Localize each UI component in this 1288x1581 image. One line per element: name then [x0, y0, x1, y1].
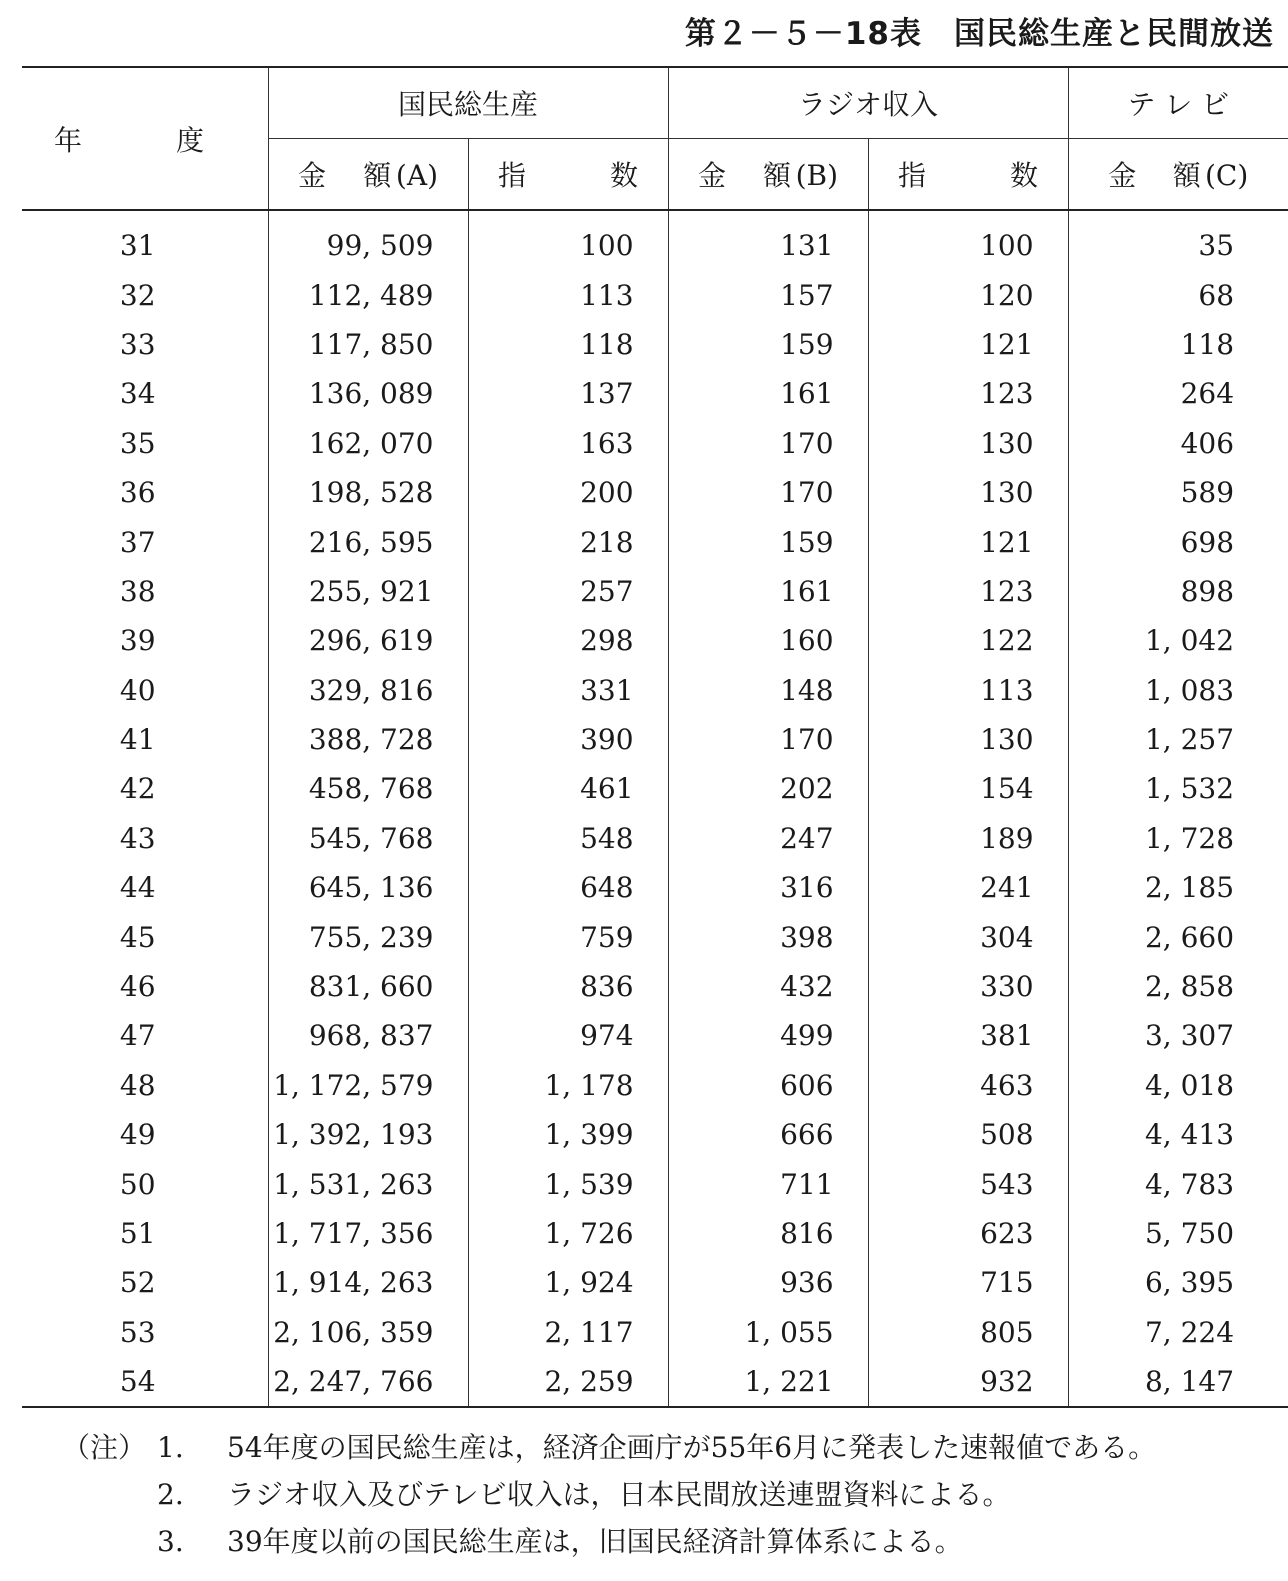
gnp-amount-cell: 255, 921 [268, 567, 468, 616]
note-number: 1. [157, 1431, 184, 1464]
radio-index-header: 指 数 [868, 139, 1068, 211]
note-item [62, 1424, 1156, 1471]
table-row [22, 814, 1288, 863]
note-number: 2. [157, 1478, 184, 1511]
tv-amount-cell: 698 [1068, 517, 1288, 566]
year-cell: 37 [119, 525, 156, 559]
note-text: 54年度の国民総生産は，経済企画庁が55年6月に発表した速報値である。 [227, 1431, 1157, 1464]
year-cell: 34 [119, 377, 156, 411]
radio-amount-cell: 161 [668, 369, 868, 418]
year-cell: 46 [119, 970, 156, 1004]
radio-index-cell: 189 [868, 814, 1068, 863]
radio-amount-cell: 316 [668, 863, 868, 912]
year-header: 年 度 [54, 123, 204, 157]
radio-amount-cell: 1, 055 [668, 1308, 868, 1357]
year-cell: 36 [119, 476, 156, 510]
radio-index-cell: 122 [868, 616, 1068, 665]
radio-amount-cell: 170 [668, 715, 868, 764]
tv-amount-cell: 6, 395 [1068, 1258, 1288, 1307]
gnp-amount-cell: 458, 768 [268, 764, 468, 813]
gnp-amount-header: 金 額(A) [268, 139, 468, 211]
gnp-index-cell: 548 [468, 814, 668, 863]
table-row [22, 419, 1288, 468]
note-text: ラジオ収入及びテレビ収入は，日本民間放送連盟資料による。 [227, 1478, 1011, 1511]
radio-amount-cell: 432 [668, 962, 868, 1011]
table-title: 第２－５－18表 国民総生産と民間放送 [684, 16, 1274, 52]
tv-amount-cell: 898 [1068, 567, 1288, 616]
table-row [22, 1110, 1288, 1159]
gnp-index-cell: 1, 399 [468, 1110, 668, 1159]
tv-amount-cell: 1, 532 [1068, 764, 1288, 813]
table-row [22, 1308, 1288, 1357]
gnp-index-cell: 461 [468, 764, 668, 813]
radio-amount-cell: 606 [668, 1061, 868, 1110]
table-row [22, 715, 1288, 764]
gnp-amount-cell: 755, 239 [268, 912, 468, 961]
gnp-index-cell: 1, 726 [468, 1209, 668, 1258]
radio-amount-cell: 159 [668, 320, 868, 369]
gnp-index-cell: 118 [468, 320, 668, 369]
year-cell: 51 [119, 1217, 156, 1250]
tv-amount-cell: 4, 413 [1068, 1110, 1288, 1159]
gnp-index-cell: 1, 539 [468, 1159, 668, 1208]
year-cell: 45 [119, 920, 156, 954]
radio-index-cell: 121 [868, 517, 1068, 566]
gnp-amount-cell: 198, 528 [268, 468, 468, 517]
gnp-amount-cell: 545, 768 [268, 814, 468, 863]
year-cell: 49 [119, 1118, 156, 1152]
gnp-index-cell: 836 [468, 962, 668, 1011]
tv-amount-cell: 2, 858 [1068, 962, 1288, 1011]
radio-index-cell: 623 [868, 1209, 1068, 1258]
gnp-amount-cell: 1, 914, 263 [268, 1258, 468, 1307]
gnp-amount-cell: 968, 837 [268, 1011, 468, 1060]
tv-amount-cell: 2, 185 [1068, 863, 1288, 912]
gnp-index-cell: 759 [468, 912, 668, 961]
gnp-index-cell: 137 [468, 369, 668, 418]
gnp-amount-cell: 1, 531, 263 [268, 1159, 468, 1208]
radio-amount-cell: 499 [668, 1011, 868, 1060]
table-row [22, 764, 1288, 813]
year-cell: 38 [119, 574, 156, 608]
gnp-amount-cell: 296, 619 [268, 616, 468, 665]
note-number: 3. [157, 1525, 184, 1558]
radio-index-cell: 543 [868, 1159, 1068, 1208]
tv-amount-cell: 1, 083 [1068, 666, 1288, 715]
radio-index-cell: 715 [868, 1258, 1068, 1307]
table-row [22, 1159, 1288, 1208]
radio-amount-cell: 131 [668, 210, 868, 270]
table-row [22, 863, 1288, 912]
radio-group-header: ラジオ収入 [668, 67, 1068, 139]
radio-index-cell: 330 [868, 962, 1068, 1011]
radio-amount-cell: 170 [668, 419, 868, 468]
year-cell: 33 [119, 327, 156, 361]
table-row [22, 1357, 1288, 1407]
gnp-amount-cell: 112, 489 [268, 270, 468, 319]
gnp-amount-cell: 1, 392, 193 [268, 1110, 468, 1159]
note-text: 39年度以前の国民総生産は，旧国民経済計算体系による。 [227, 1525, 963, 1558]
table-row [22, 210, 1288, 270]
gnp-amount-cell: 388, 728 [268, 715, 468, 764]
tv-amount-cell: 3, 307 [1068, 1011, 1288, 1060]
radio-amount-cell: 816 [668, 1209, 868, 1258]
year-cell: 31 [119, 229, 156, 263]
radio-amount-cell: 1, 221 [668, 1357, 868, 1407]
tv-amount-cell: 1, 728 [1068, 814, 1288, 863]
table-row [22, 270, 1288, 319]
radio-amount-cell: 157 [668, 270, 868, 319]
radio-index-cell: 130 [868, 715, 1068, 764]
radio-amount-cell: 160 [668, 616, 868, 665]
gnp-index-cell: 113 [468, 270, 668, 319]
tv-amount-cell: 589 [1068, 468, 1288, 517]
note-item [62, 1518, 1156, 1565]
gnp-amount-cell: 136, 089 [268, 369, 468, 418]
year-cell: 35 [119, 426, 156, 460]
radio-amount-header: 金 額(B) [668, 139, 868, 211]
tv-amount-cell: 406 [1068, 419, 1288, 468]
tv-amount-cell: 118 [1068, 320, 1288, 369]
radio-index-cell: 463 [868, 1061, 1068, 1110]
tv-amount-cell: 4, 018 [1068, 1061, 1288, 1110]
radio-amount-cell: 711 [668, 1159, 868, 1208]
gnp-index-cell: 163 [468, 419, 668, 468]
tv-amount-cell: 264 [1068, 369, 1288, 418]
gnp-broadcast-table [22, 66, 1288, 1408]
gnp-amount-cell: 2, 247, 766 [268, 1357, 468, 1407]
table-row [22, 962, 1288, 1011]
radio-amount-cell: 936 [668, 1258, 868, 1307]
tv-amount-header: 金 額(C) [1068, 139, 1288, 211]
tv-amount-cell: 68 [1068, 270, 1288, 319]
gnp-index-cell: 390 [468, 715, 668, 764]
radio-index-cell: 241 [868, 863, 1068, 912]
year-cell: 43 [119, 821, 156, 855]
table-row [22, 616, 1288, 665]
tv-amount-cell: 35 [1068, 210, 1288, 270]
year-cell: 53 [119, 1315, 156, 1349]
tv-amount-cell: 7, 224 [1068, 1308, 1288, 1357]
year-cell: 52 [119, 1266, 156, 1300]
gnp-index-cell: 331 [468, 666, 668, 715]
year-cell: 40 [119, 673, 156, 707]
gnp-index-header: 指 数 [468, 139, 668, 211]
year-cell: 42 [119, 772, 156, 806]
year-cell: 32 [119, 278, 156, 312]
gnp-amount-cell: 329, 816 [268, 666, 468, 715]
gnp-amount-cell: 645, 136 [268, 863, 468, 912]
gnp-index-cell: 218 [468, 517, 668, 566]
gnp-index-cell: 200 [468, 468, 668, 517]
radio-amount-cell: 247 [668, 814, 868, 863]
year-cell: 47 [119, 1019, 156, 1053]
table-row [22, 1258, 1288, 1307]
table-row [22, 1011, 1288, 1060]
year-cell: 44 [119, 871, 156, 905]
tv-amount-cell: 1, 042 [1068, 616, 1288, 665]
gnp-index-cell: 974 [468, 1011, 668, 1060]
year-cell: 50 [119, 1167, 156, 1201]
tv-amount-cell: 4, 783 [1068, 1159, 1288, 1208]
radio-amount-cell: 161 [668, 567, 868, 616]
radio-index-cell: 304 [868, 912, 1068, 961]
radio-index-cell: 130 [868, 468, 1068, 517]
gnp-index-cell: 2, 117 [468, 1308, 668, 1357]
radio-amount-cell: 666 [668, 1110, 868, 1159]
gnp-index-cell: 100 [468, 210, 668, 270]
table-row [22, 1209, 1288, 1258]
radio-index-cell: 113 [868, 666, 1068, 715]
gnp-amount-cell: 1, 717, 356 [268, 1209, 468, 1258]
tv-amount-cell: 1, 257 [1068, 715, 1288, 764]
gnp-amount-cell: 99, 509 [268, 210, 468, 270]
note-lead: （注） [62, 1431, 147, 1464]
gnp-amount-cell: 216, 595 [268, 517, 468, 566]
year-cell: 39 [119, 624, 156, 658]
gnp-index-cell: 257 [468, 567, 668, 616]
table-row [22, 666, 1288, 715]
radio-amount-cell: 202 [668, 764, 868, 813]
note-item [62, 1471, 1156, 1518]
year-cell: 54 [119, 1365, 156, 1399]
tv-amount-cell: 2, 660 [1068, 912, 1288, 961]
radio-amount-cell: 398 [668, 912, 868, 961]
radio-index-cell: 123 [868, 369, 1068, 418]
radio-index-cell: 121 [868, 320, 1068, 369]
gnp-amount-cell: 117, 850 [268, 320, 468, 369]
table-row [22, 567, 1288, 616]
radio-amount-cell: 159 [668, 517, 868, 566]
table-row [22, 320, 1288, 369]
gnp-amount-cell: 1, 172, 579 [268, 1061, 468, 1110]
gnp-index-cell: 2, 259 [468, 1357, 668, 1407]
gnp-group-header: 国民総生産 [268, 67, 668, 139]
tv-group-header: テ レ ビ [1068, 67, 1288, 139]
year-cell: 48 [119, 1068, 156, 1102]
gnp-index-cell: 1, 924 [468, 1258, 668, 1307]
table-row [22, 369, 1288, 418]
gnp-index-cell: 1, 178 [468, 1061, 668, 1110]
table-row [22, 468, 1288, 517]
radio-index-cell: 508 [868, 1110, 1068, 1159]
gnp-index-cell: 298 [468, 616, 668, 665]
radio-amount-cell: 170 [668, 468, 868, 517]
tv-amount-cell: 5, 750 [1068, 1209, 1288, 1258]
gnp-amount-cell: 162, 070 [268, 419, 468, 468]
table-row [22, 1061, 1288, 1110]
tv-amount-cell: 8, 147 [1068, 1357, 1288, 1407]
year-cell: 41 [119, 723, 156, 757]
radio-index-cell: 120 [868, 270, 1068, 319]
radio-index-cell: 100 [868, 210, 1068, 270]
gnp-amount-cell: 831, 660 [268, 962, 468, 1011]
table-row [22, 517, 1288, 566]
gnp-index-cell: 648 [468, 863, 668, 912]
radio-index-cell: 154 [868, 764, 1068, 813]
notes [62, 1424, 1156, 1565]
radio-index-cell: 123 [868, 567, 1068, 616]
radio-amount-cell: 148 [668, 666, 868, 715]
table-row [22, 912, 1288, 961]
radio-index-cell: 130 [868, 419, 1068, 468]
gnp-amount-cell: 2, 106, 359 [268, 1308, 468, 1357]
radio-index-cell: 932 [868, 1357, 1068, 1407]
radio-index-cell: 381 [868, 1011, 1068, 1060]
radio-index-cell: 805 [868, 1308, 1068, 1357]
